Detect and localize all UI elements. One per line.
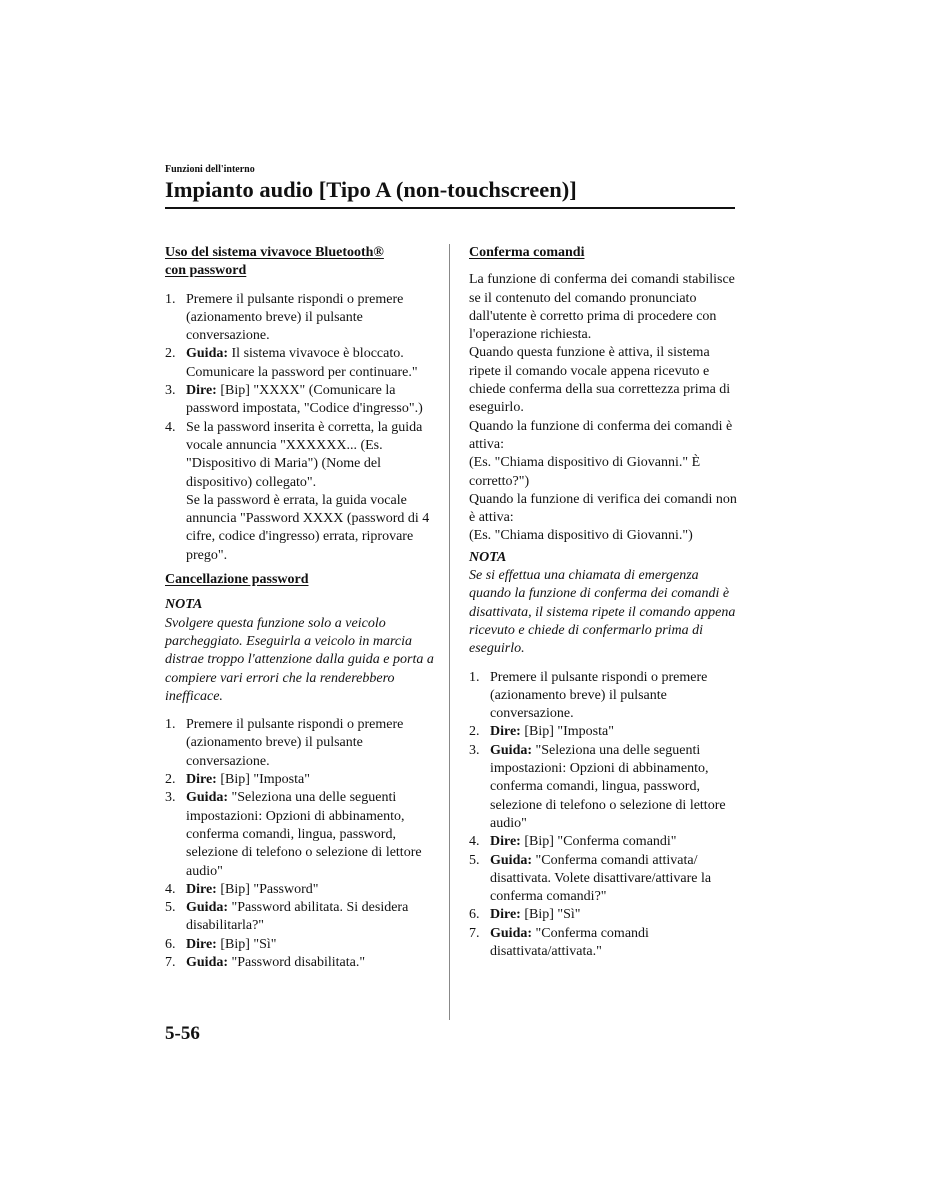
paragraph: (Es. "Chiama dispositivo di Giovanni." È corretto?"): [469, 455, 701, 489]
step-keyword: Guida:: [186, 954, 229, 970]
heading-line: con password: [165, 263, 247, 279]
list-item: [469, 906, 741, 924]
step-text: [Bip] "Conferma comandi": [520, 834, 677, 850]
step-keyword: Dire:: [186, 881, 217, 897]
list-item: [469, 833, 741, 851]
note-block: [469, 549, 741, 659]
step-keyword: Dire:: [186, 772, 217, 788]
list-item: [165, 881, 437, 899]
step-number: 4.: [165, 881, 176, 897]
title-divider: [165, 207, 735, 209]
paragraph: Quando questa funzione è attiva, il sistema ripete il comando vocale appena ricevuto e chiede conferma della sua correttezza prima di eseguirlo.: [469, 345, 731, 416]
step-keyword: Guida:: [186, 900, 229, 916]
step-text: Il sistema vivavoce è bloccato. Comunicare la password per continuare.": [186, 346, 418, 380]
step-text: "Conferma comandi attivata/ disattivata. Volete disattivare/attivare la conferma comandi?": [490, 852, 712, 905]
step-number: 6.: [165, 936, 176, 952]
step-keyword: Dire:: [186, 383, 217, 399]
page-title: Impianto audio [Tipo A (non-touchscreen)]: [165, 177, 577, 202]
column-divider: [449, 244, 450, 1020]
step-keyword: Guida:: [490, 925, 533, 941]
step-number: 4.: [469, 834, 480, 850]
steps-list-command-confirmation: [469, 669, 741, 962]
paragraph: Quando la funzione di conferma dei comandi è attiva:: [469, 418, 733, 452]
step-number: 2.: [165, 346, 176, 362]
step-number: 7.: [165, 954, 176, 970]
step-keyword: Guida:: [490, 852, 533, 868]
page-number: 5-56: [165, 1023, 200, 1044]
step-number: 5.: [165, 900, 176, 916]
step-text: Premere il pulsante rispondi o premere (azionamento breve) il pulsante conversazione.: [186, 717, 404, 769]
section-heading-cancel-password: Cancellazione password: [165, 572, 309, 588]
note-label: NOTA: [165, 597, 203, 613]
step-number: 6.: [469, 907, 480, 923]
paragraph: (Es. "Chiama dispositivo di Giovanni."): [469, 528, 693, 544]
list-item: [469, 723, 741, 741]
step-text: "Password disabilitata.": [228, 954, 366, 970]
heading-line: Uso del sistema vivavoce Bluetooth®: [165, 245, 384, 260]
list-item: [165, 716, 437, 771]
section-heading-command-confirmation: Conferma comandi: [469, 245, 585, 260]
step-keyword: Dire:: [490, 907, 521, 923]
list-item: [469, 852, 741, 907]
step-text: [Bip] "Imposta": [520, 724, 614, 740]
note-block: [165, 596, 437, 706]
step-text: [Bip] "XXXX" (Comunicare la password impostata, "Codice d'ingresso".): [186, 383, 423, 417]
step-text: [Bip] "Sì": [216, 936, 277, 952]
step-keyword: Dire:: [490, 834, 521, 850]
step-keyword: Guida:: [186, 790, 229, 806]
list-item: [165, 419, 437, 565]
step-text: [Bip] "Password": [216, 881, 319, 897]
step-text: [Bip] "Imposta": [216, 772, 310, 788]
right-column: [469, 244, 741, 961]
step-number: 3.: [165, 383, 176, 399]
intro-text: [469, 271, 741, 545]
list-item: [469, 669, 741, 724]
list-item: [165, 789, 437, 880]
step-text: "Seleziona una delle seguenti impostazioni: Opzioni di abbinamento, conferma comandi, lingua, password, selezione di telefono o selezione di lettore audio": [490, 742, 726, 831]
step-text: "Seleziona una delle seguenti impostazioni: Opzioni di abbinamento, conferma comandi, lingua, password, selezione di telefono o selezione di lettore audio": [186, 790, 422, 879]
list-item: [469, 925, 741, 962]
step-number: 3.: [165, 790, 176, 806]
step-text: "Conferma comandi disattivata/attivata.": [490, 925, 649, 959]
paragraph: Quando la funzione di verifica dei comandi non è attiva:: [469, 491, 737, 526]
step-number: 7.: [469, 925, 480, 941]
list-item: [165, 954, 437, 972]
step-number: 1.: [165, 291, 176, 307]
list-item: [165, 291, 437, 346]
list-item: [165, 382, 437, 419]
list-item: [165, 771, 437, 789]
paragraph: La funzione di conferma dei comandi stabilisce se il contenuto del comando pronunciato dall'utente è corretto prima di procedere con l'operazione richiesta.: [469, 272, 735, 343]
list-item: [165, 936, 437, 954]
step-text: Premere il pulsante rispondi o premere (azionamento breve) il pulsante conversazione.: [490, 669, 708, 722]
note-text: Se si effettua una chiamata di emergenza quando la funzione di conferma dei comandi è disattivata, il sistema ripete il comando appena ricevuto e chiede di confermarlo prima di eseguirlo.: [469, 568, 736, 657]
section-label: Funzioni dell'interno: [165, 164, 255, 175]
note-label: NOTA: [469, 549, 507, 565]
step-text: "Password abilitata. Si desidera disabilitarla?": [186, 900, 409, 934]
step-text: Premere il pulsante rispondi o premere (azionamento breve) il pulsante conversazione.: [186, 291, 404, 344]
step-text: Se la password inserita è corretta, la guida vocale annuncia "XXXXXX... (Es. "Dispositivo di Maria") (Nome del dispositivo) collegato".: [186, 419, 423, 490]
step-text: [Bip] "Sì": [520, 907, 581, 923]
steps-list-bluetooth-password: [165, 291, 437, 565]
list-item: [165, 345, 437, 382]
step-number: 1.: [165, 717, 176, 733]
step-keyword: Guida:: [186, 346, 229, 362]
step-keyword: Guida:: [490, 742, 533, 758]
step-extra-text: Se la password è errata, la guida vocale annuncia "Password XXXX (password di 4 cifre, codice d'ingresso) errata, riprovare prego".: [186, 492, 430, 563]
step-keyword: Dire:: [490, 724, 521, 740]
steps-list-cancel-password: [165, 716, 437, 972]
step-number: 1.: [469, 669, 480, 685]
step-number: 5.: [469, 852, 480, 868]
step-number: 3.: [469, 742, 480, 758]
note-text: Svolgere questa funzione solo a veicolo parcheggiato. Eseguirla a veicolo in marcia distrae troppo l'attenzione dalla guida e porta a compiere vari errori che la renderebbero inefficace.: [165, 615, 434, 704]
step-number: 4.: [165, 419, 176, 435]
step-number: 2.: [165, 772, 176, 788]
list-item: [469, 742, 741, 833]
left-column: [165, 244, 437, 972]
section-heading-bluetooth-password: [165, 244, 437, 281]
step-number: 2.: [469, 724, 480, 740]
list-item: [165, 899, 437, 936]
step-keyword: Dire:: [186, 936, 217, 952]
